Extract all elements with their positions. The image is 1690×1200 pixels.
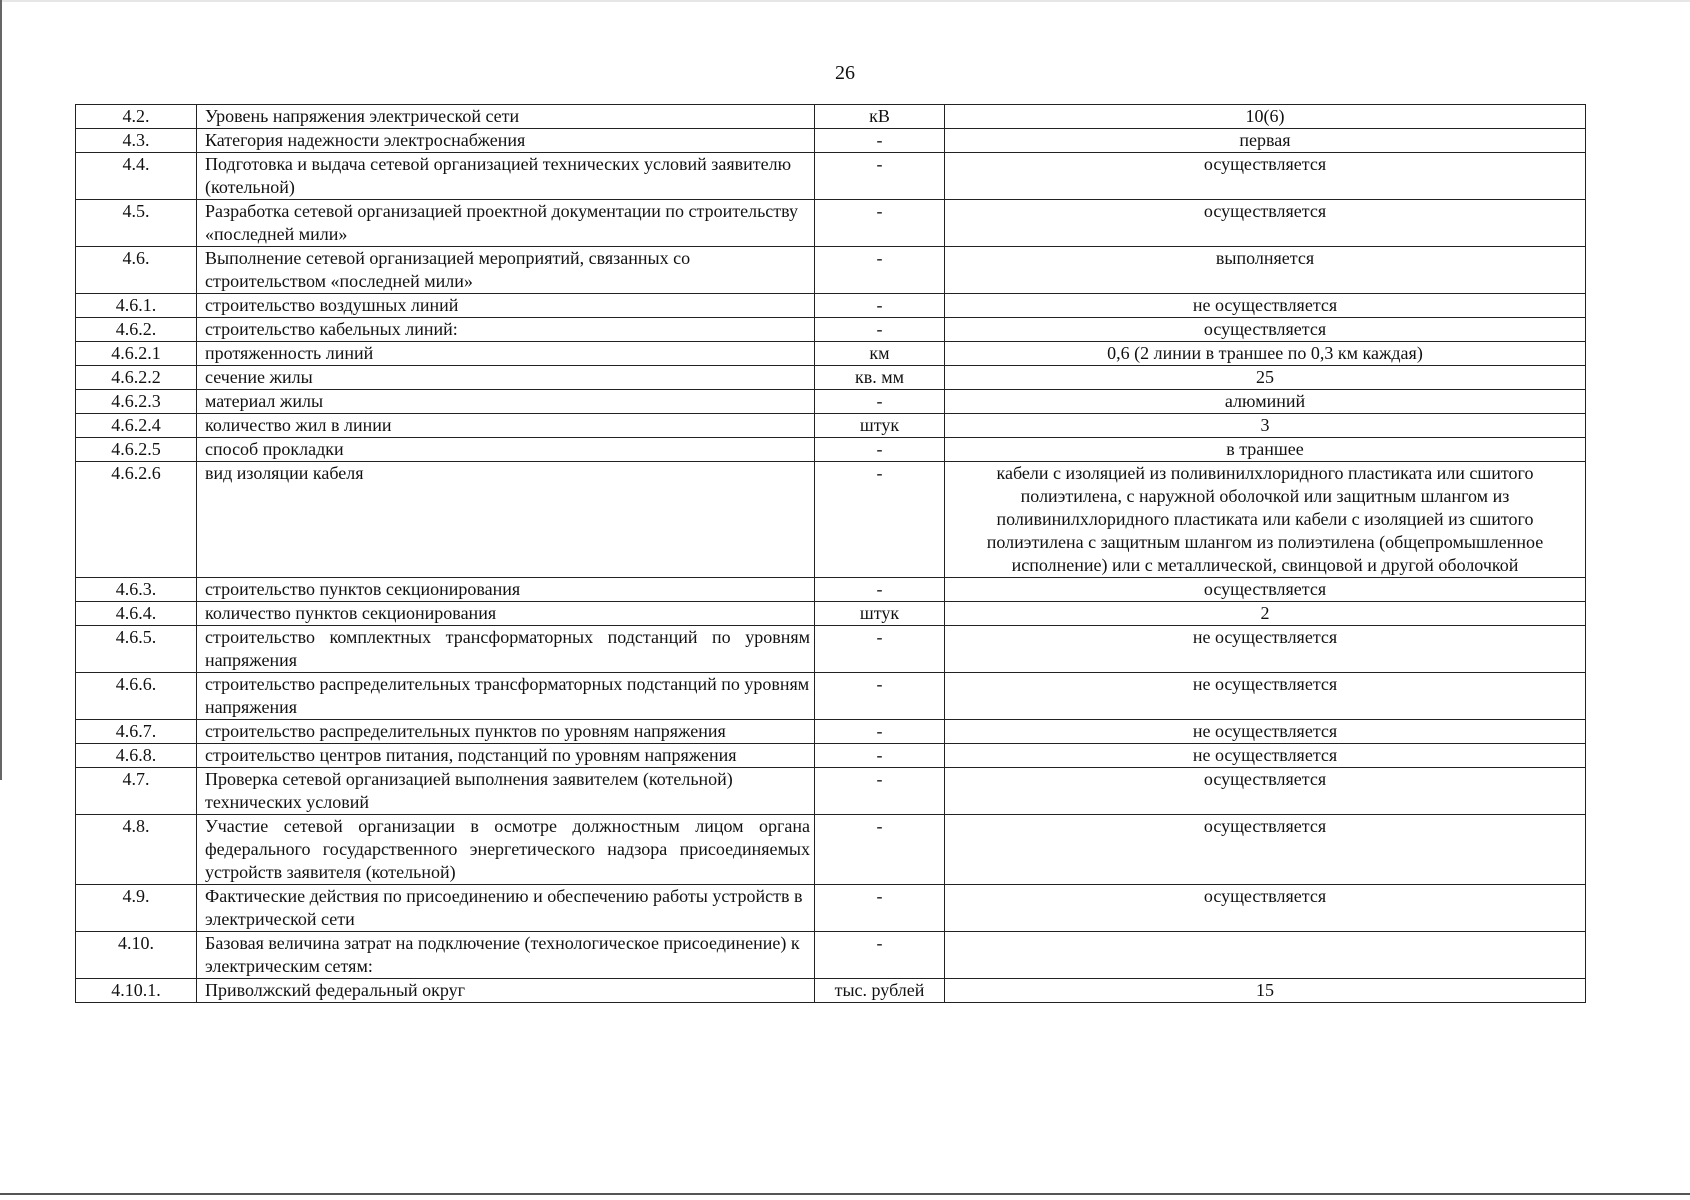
row-name-cell: Категория надежности электроснабжения	[197, 129, 815, 153]
row-name-cell: способ прокладки	[197, 438, 815, 462]
table-row	[76, 105, 1586, 129]
row-number-cell: 4.10.	[76, 932, 197, 979]
tariff-table	[75, 104, 1586, 1003]
row-name-cell: Подготовка и выдача сетевой организацией технических условий заявителю (котельной)	[197, 153, 815, 200]
row-unit-cell: -	[815, 768, 945, 815]
row-value-cell: не осуществляется	[945, 744, 1586, 768]
row-value-cell: осуществляется	[945, 153, 1586, 200]
row-name-cell: Выполнение сетевой организацией мероприятий, связанных со строительством «последней мили»	[197, 247, 815, 294]
table-row	[76, 342, 1586, 366]
table-row	[76, 129, 1586, 153]
table-row	[76, 247, 1586, 294]
row-value-cell: в траншее	[945, 438, 1586, 462]
row-name-cell: Участие сетевой организации в осмотре должностным лицом органа федерального государственного энергетического надзора присоединяемых устройств заявителя (котельной)	[197, 815, 815, 885]
row-name-cell: строительство распределительных трансформаторных подстанций по уровням напряжения	[197, 673, 815, 720]
row-number-cell: 4.2.	[76, 105, 197, 129]
row-value-cell	[945, 932, 1586, 979]
table-row	[76, 200, 1586, 247]
row-value-cell: не осуществляется	[945, 626, 1586, 673]
row-name-cell: строительство кабельных линий:	[197, 318, 815, 342]
table-row	[76, 932, 1586, 979]
row-number-cell: 4.6.2.1	[76, 342, 197, 366]
row-name-cell: Базовая величина затрат на подключение (технологическое присоединение) к электрическим сетям:	[197, 932, 815, 979]
row-unit-cell: -	[815, 318, 945, 342]
row-value-cell: не осуществляется	[945, 720, 1586, 744]
row-value-cell: осуществляется	[945, 768, 1586, 815]
row-unit-cell: кв. мм	[815, 366, 945, 390]
row-name-cell: количество пунктов секционирования	[197, 602, 815, 626]
table-row	[76, 318, 1586, 342]
row-value-cell: 10(6)	[945, 105, 1586, 129]
row-unit-cell: -	[815, 200, 945, 247]
row-value-cell: осуществляется	[945, 200, 1586, 247]
row-value-cell: первая	[945, 129, 1586, 153]
row-value-cell: выполняется	[945, 247, 1586, 294]
row-number-cell: 4.6.8.	[76, 744, 197, 768]
row-name-cell: вид изоляции кабеля	[197, 462, 815, 578]
row-value-cell: 25	[945, 366, 1586, 390]
table-row	[76, 720, 1586, 744]
row-unit-cell: -	[815, 673, 945, 720]
table-row	[76, 673, 1586, 720]
row-value-cell: 2	[945, 602, 1586, 626]
row-number-cell: 4.9.	[76, 885, 197, 932]
row-value-cell: осуществляется	[945, 815, 1586, 885]
table-row	[76, 366, 1586, 390]
row-number-cell: 4.7.	[76, 768, 197, 815]
table-row	[76, 744, 1586, 768]
row-name-cell: строительство пунктов секционирования	[197, 578, 815, 602]
row-number-cell: 4.8.	[76, 815, 197, 885]
row-value-cell: алюминий	[945, 390, 1586, 414]
row-name-cell: строительство распределительных пунктов по уровням напряжения	[197, 720, 815, 744]
table-row	[76, 885, 1586, 932]
row-number-cell: 4.3.	[76, 129, 197, 153]
table-row	[76, 294, 1586, 318]
row-unit-cell: кВ	[815, 105, 945, 129]
row-value-cell: кабели с изоляцией из поливинилхлоридного пластиката или сшитого полиэтилена, с наружной оболочкой или защитным шлангом из поливинилхлоридного пластиката или кабели с изоляцией из сшитого полиэтилена с защитным шлангом из полиэтилена (общепромышленное исполнение) или с металлической, свинцовой и другой оболочкой	[945, 462, 1586, 578]
row-unit-cell: -	[815, 247, 945, 294]
row-name-cell: Проверка сетевой организацией выполнения заявителем (котельной) технических условий	[197, 768, 815, 815]
row-unit-cell: -	[815, 462, 945, 578]
row-name-cell: строительство воздушных линий	[197, 294, 815, 318]
row-unit-cell: -	[815, 438, 945, 462]
row-value-cell: не осуществляется	[945, 673, 1586, 720]
row-name-cell: Фактические действия по присоединению и обеспечению работы устройств в электрической сети	[197, 885, 815, 932]
row-number-cell: 4.6.4.	[76, 602, 197, 626]
row-name-cell: Разработка сетевой организацией проектной документации по строительству «последней мили»	[197, 200, 815, 247]
row-number-cell: 4.6.1.	[76, 294, 197, 318]
row-number-cell: 4.10.1.	[76, 979, 197, 1003]
table-row	[76, 626, 1586, 673]
scan-edge-top	[0, 0, 1690, 2]
table-row	[76, 979, 1586, 1003]
row-number-cell: 4.6.2.2	[76, 366, 197, 390]
row-value-cell: осуществляется	[945, 885, 1586, 932]
row-number-cell: 4.6.5.	[76, 626, 197, 673]
page-number: 26	[835, 62, 855, 84]
row-name-cell: строительство комплектных трансформаторных подстанций по уровням напряжения	[197, 626, 815, 673]
row-name-cell: количество жил в линии	[197, 414, 815, 438]
row-name-cell: протяженность линий	[197, 342, 815, 366]
table-row	[76, 815, 1586, 885]
row-name-cell: сечение жилы	[197, 366, 815, 390]
row-number-cell: 4.5.	[76, 200, 197, 247]
table-row	[76, 153, 1586, 200]
row-number-cell: 4.4.	[76, 153, 197, 200]
row-unit-cell: -	[815, 885, 945, 932]
row-name-cell: Уровень напряжения электрической сети	[197, 105, 815, 129]
row-value-cell: 15	[945, 979, 1586, 1003]
row-name-cell: Приволжский федеральный округ	[197, 979, 815, 1003]
row-unit-cell: -	[815, 744, 945, 768]
row-number-cell: 4.6.	[76, 247, 197, 294]
row-name-cell: строительство центров питания, подстанций по уровням напряжения	[197, 744, 815, 768]
row-name-cell: материал жилы	[197, 390, 815, 414]
row-unit-cell: -	[815, 153, 945, 200]
row-number-cell: 4.6.2.4	[76, 414, 197, 438]
table-body	[76, 105, 1586, 1003]
table-row	[76, 578, 1586, 602]
table-row	[76, 602, 1586, 626]
row-number-cell: 4.6.3.	[76, 578, 197, 602]
row-value-cell: 3	[945, 414, 1586, 438]
row-unit-cell: тыс. рублей	[815, 979, 945, 1003]
row-number-cell: 4.6.6.	[76, 673, 197, 720]
table-row	[76, 462, 1586, 578]
row-unit-cell: -	[815, 294, 945, 318]
scan-edge-left	[0, 0, 2, 780]
row-value-cell: 0,6 (2 линии в траншее по 0,3 км каждая)	[945, 342, 1586, 366]
row-unit-cell: -	[815, 932, 945, 979]
row-unit-cell: штук	[815, 602, 945, 626]
scan-edge-bottom	[0, 1193, 1690, 1195]
row-unit-cell: -	[815, 815, 945, 885]
row-unit-cell: -	[815, 720, 945, 744]
row-unit-cell: -	[815, 129, 945, 153]
row-value-cell: осуществляется	[945, 578, 1586, 602]
row-unit-cell: штук	[815, 414, 945, 438]
row-unit-cell: -	[815, 626, 945, 673]
table-row	[76, 390, 1586, 414]
row-value-cell: не осуществляется	[945, 294, 1586, 318]
row-value-cell: осуществляется	[945, 318, 1586, 342]
table-row	[76, 438, 1586, 462]
row-number-cell: 4.6.2.	[76, 318, 197, 342]
row-unit-cell: -	[815, 578, 945, 602]
table-row	[76, 414, 1586, 438]
row-number-cell: 4.6.2.5	[76, 438, 197, 462]
row-number-cell: 4.6.2.3	[76, 390, 197, 414]
row-number-cell: 4.6.2.6	[76, 462, 197, 578]
row-unit-cell: км	[815, 342, 945, 366]
table-row	[76, 768, 1586, 815]
row-number-cell: 4.6.7.	[76, 720, 197, 744]
row-unit-cell: -	[815, 390, 945, 414]
